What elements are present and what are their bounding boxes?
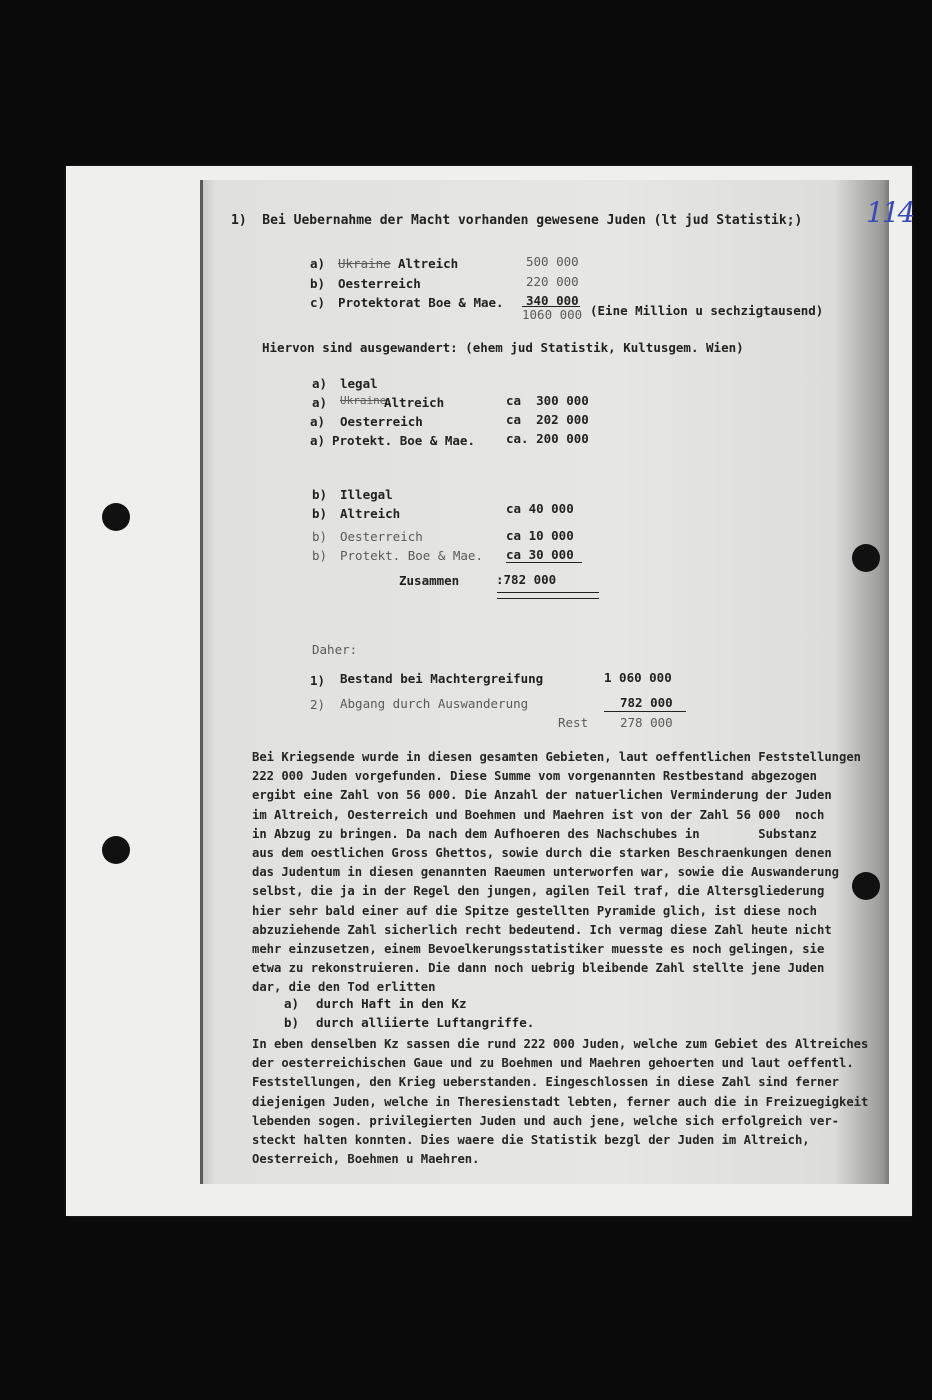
legal-item-1-label: Altreich	[384, 395, 445, 410]
legal-item-1-struck: Ukraine	[340, 394, 387, 407]
illegal-item-1-value: ca 40 000	[506, 501, 574, 516]
s1-total-note: (Eine Million u sechzigtausend)	[590, 303, 824, 318]
paragraph-2-line: der oesterreichischen Gaue und zu Boehmen und Maehren gehoerten und laut oeffentl.	[252, 1056, 854, 1071]
legal-title-letter: a)	[312, 376, 328, 391]
paragraph-2-line: lebenden sogen. privilegierten Juden und auch jene, welche sich erfolgreich ver-	[252, 1113, 839, 1128]
daher-rest-label: Rest	[558, 715, 589, 730]
paragraph-1-line: Bei Kriegsende wurde in diesen gesamten Gebieten, laut oeffentlichen Feststellungen	[252, 750, 862, 764]
illegal-item-2-letter: b)	[312, 529, 328, 544]
paragraph-2-line: Oesterreich, Boehmen u Maehren.	[252, 1152, 480, 1167]
s1-item-a-letter: a)	[310, 256, 326, 271]
paragraph-1-line: das Judentum in diesen genannten Raeumen unterworfen war, sowie die Auswanderung	[252, 865, 839, 880]
paragraph-1-line: mehr einzusetzen, einem Bevoelkerungsstatistiker muesste es noch gelingen, sie	[252, 941, 825, 956]
daher-item-1-letter: 1)	[310, 673, 326, 688]
illegal-item-2-label: Oesterreich	[340, 529, 423, 544]
legal-item-3-label: Protekt. Boe & Mae.	[332, 433, 475, 448]
paragraph-2	[252, 1035, 872, 1169]
document-heading: 1) Bei Uebernahme der Macht vorhanden gewesene Juden (lt jud Statistik;)	[231, 213, 803, 228]
daher-item-2-letter: 2)	[310, 697, 326, 712]
daher-item-2-label: Abgang durch Auswanderung	[340, 696, 529, 711]
paragraph-2-line: steckt halten konnten. Dies waere die Statistik bezgl der Juden im Altreich,	[252, 1132, 810, 1147]
daher-item-2-value: 782 000	[620, 695, 673, 710]
s1-item-c-value: 340 000	[526, 293, 579, 308]
death-cause-b-letter: b)	[284, 1015, 300, 1030]
illegal-item-2-value: ca 10 000	[506, 528, 574, 543]
illegal-item-1-label: Altreich	[340, 506, 401, 521]
s1-item-a-struck: Ukraine	[338, 256, 391, 271]
paragraph-2-line: Feststellungen, den Krieg ueberstanden. Eingeschlossen in diese Zahl sind ferner	[252, 1075, 839, 1090]
legal-item-1-value: ca 300 000	[506, 393, 589, 408]
sum-double-rule-1	[497, 592, 599, 593]
paragraph-1	[252, 748, 872, 997]
s1-item-c-label: Protektorat Boe & Mae.	[338, 295, 504, 310]
paragraph-1-line: ergibt eine Zahl von 56 000. Die Anzahl der natuerlichen Verminderung der Juden	[252, 788, 832, 803]
legal-item-1-letter: a)	[312, 395, 328, 410]
illegal-title: Illegal	[340, 487, 393, 502]
illegal-title-letter: b)	[312, 487, 328, 502]
daher-rest-value: 278 000	[620, 715, 673, 730]
s1-item-c-letter: c)	[310, 295, 326, 310]
paragraph-1-line: dar, die den Tod erlitten	[252, 980, 436, 995]
paragraph-1-line: hier sehr bald einer auf die Spitze gestellten Pyramide glich, ist diese noch	[252, 903, 817, 918]
paragraph-2-line: diejenigen Juden, welche in Theresienstadt lebten, ferner auch die in Freizuegigkeit	[252, 1094, 869, 1109]
s1-item-b-letter: b)	[310, 276, 326, 291]
legal-item-3-value: ca. 200 000	[506, 431, 589, 446]
emigration-heading: Hiervon sind ausgewandert: (ehem jud Statistik, Kultusgem. Wien)	[262, 340, 744, 355]
s1-item-b-value: 220 000	[526, 274, 579, 289]
paragraph-1-line: abzuziehende Zahl sicherlich recht bedeutend. Ich vermag diese Zahl heute nicht	[252, 922, 832, 937]
handwritten-page-number: 114	[866, 196, 914, 229]
daher-rule	[604, 711, 686, 712]
s1-total-value: 1060 000	[522, 307, 583, 322]
paragraph-1-line: in Abzug zu bringen. Da nach dem Aufhoeren des Nachschubes in Substanz	[252, 826, 817, 841]
illegal-item-3-letter: b)	[312, 548, 328, 563]
daher-item-1-label: Bestand bei Machtergreifung	[340, 671, 544, 686]
death-cause-b-text: durch alliierte Luftangriffe.	[316, 1015, 535, 1030]
illegal-sum-rule-top	[506, 562, 582, 563]
paragraph-1-line: selbst, die ja in der Regel den jungen, agilen Teil traf, die Altersgliederung	[252, 884, 825, 899]
s1-item-b-label: Oesterreich	[338, 276, 421, 291]
illegal-sum-value: :782 000	[496, 572, 557, 587]
paragraph-1-line: im Altreich, Oesterreich und Boehmen und Maehren ist von der Zahl 56 000 noch	[252, 807, 825, 822]
illegal-item-1-letter: b)	[312, 506, 328, 521]
punch-hole-left-lower	[102, 836, 130, 864]
death-cause-a-text: durch Haft in den Kz	[316, 996, 467, 1011]
punch-hole-left-upper	[102, 503, 130, 531]
death-cause-a-letter: a)	[284, 996, 300, 1011]
daher-title: Daher:	[312, 642, 358, 657]
document-sheet	[200, 180, 889, 1184]
paragraph-1-line: etwa zu rekonstruieren. Die dann noch uebrig bleibende Zahl stellte jene Juden	[252, 961, 825, 976]
punch-hole-right-upper	[852, 544, 880, 572]
legal-item-2-letter: a)	[310, 414, 326, 429]
illegal-item-3-label: Protekt. Boe & Mae.	[340, 548, 483, 563]
legal-item-3-letter: a)	[310, 433, 326, 448]
paragraph-2-line: In eben denselben Kz sassen die rund 222 000 Juden, welche zum Gebiet des Altreiches	[252, 1037, 869, 1051]
paragraph-1-line: aus dem oestlichen Gross Ghettos, sowie durch die starken Beschraenkungen denen	[252, 845, 832, 860]
legal-title: legal	[340, 376, 378, 391]
paragraph-1-line: 222 000 Juden vorgefunden. Diese Summe vom vorgenannten Restbestand abgezogen	[252, 769, 817, 784]
illegal-item-3-value: ca 30 000	[506, 547, 574, 562]
illegal-sum-label: Zusammen	[399, 573, 460, 588]
daher-item-1-value: 1 060 000	[604, 670, 672, 685]
s1-item-a-label: Altreich	[398, 256, 459, 271]
legal-item-2-value: ca 202 000	[506, 412, 589, 427]
legal-item-2-label: Oesterreich	[340, 414, 423, 429]
s1-item-a-value: 500 000	[526, 254, 579, 269]
sum-double-rule-2	[497, 598, 599, 599]
